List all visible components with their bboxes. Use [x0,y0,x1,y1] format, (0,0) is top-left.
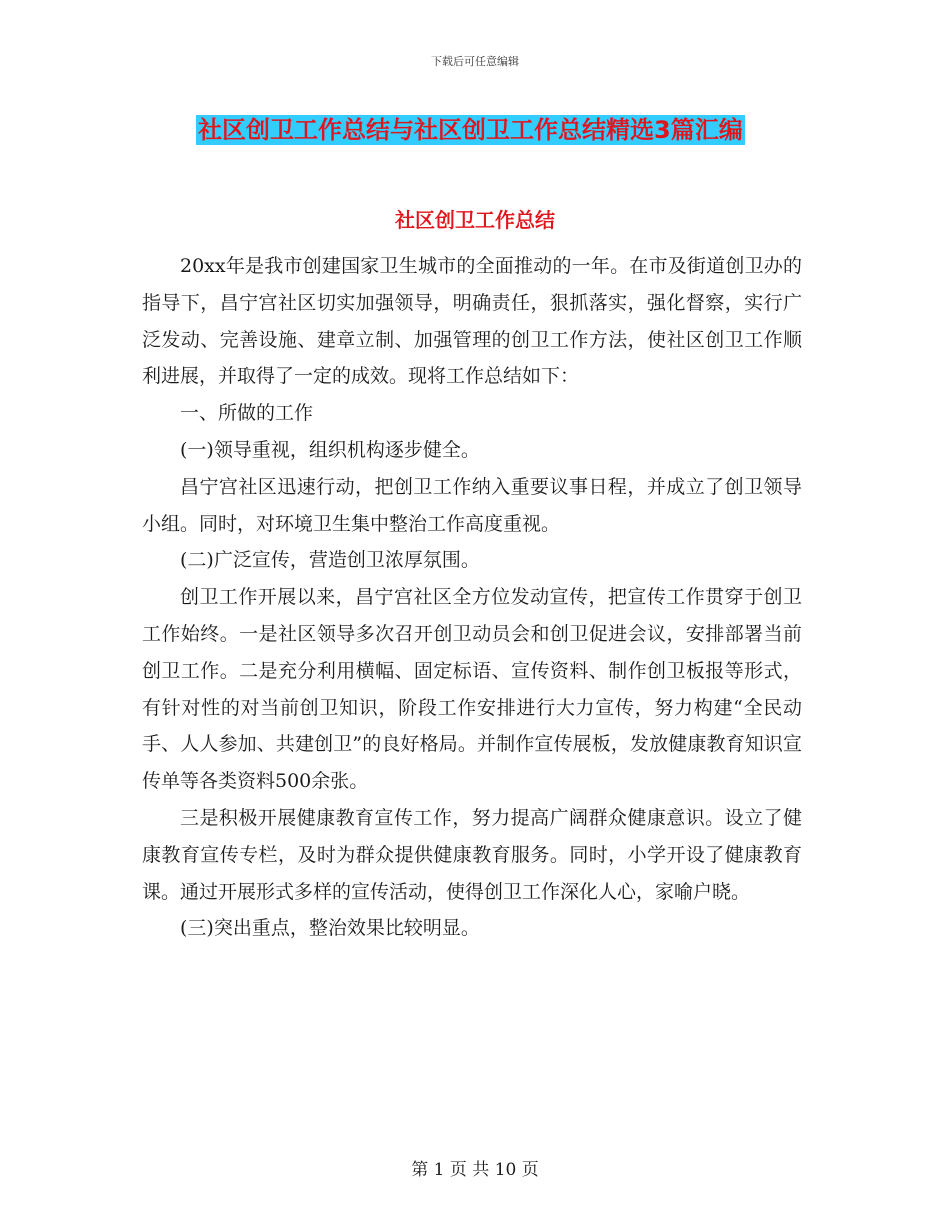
document-title: 社区创卫工作总结与社区创卫工作总结精选3篇汇编 [198,116,743,144]
heading-work-done: 一、所做的工作 [180,402,314,425]
subheading-publicity: (二)广泛宣传，营造创卫浓厚氛围。 [180,549,480,572]
document-body [142,248,802,947]
page-number-footer: 第 1 页 共 10 页 [411,1160,539,1180]
paragraph-leadership: 昌宁宫社区迅速行动，把创卫工作纳入重要议事日程，并成立了创卫领导小组。同时，对环境卫生集中整治工作高度重视。 [142,475,802,535]
section-title: 社区创卫工作总结 [395,208,555,232]
paragraph-intro: 20xx年是我市创建国家卫生城市的全面推动的一年。在市及街道创卫办的指导下，昌宁宫社区切实加强领导，明确责任，狠抓落实，强化督察，实行广泛发动、完善设施、建章立制、加强管理的创卫工作方法，使社区创卫工作顺利进展，并取得了一定的成效。现将工作总结如下： [142,255,802,388]
page-header-note: 下载后可任意编辑 [431,55,519,68]
subheading-leadership: (一)领导重视，组织机构逐步健全。 [180,438,480,461]
paragraph-health-education: 三是积极开展健康教育宣传工作，努力提高广阔群众健康意识。设立了健康教育宣传专栏，及时为群众提供健康教育服务。同时，小学开设了健康教育课。通过开展形式多样的宣传活动，使得创卫工作深化人心，家喻户晓。 [142,806,802,903]
paragraph-publicity: 创卫工作开展以来，昌宁宫社区全方位发动宣传，把宣传工作贯穿于创卫工作始终。一是社区领导多次召开创卫动员会和创卫促进会议，安排部署当前创卫工作。二是充分利用横幅、固定标语、宣传资料、制作创卫板报等形式，有针对性的对当前创卫知识，阶段工作安排进行大力宣传，努力构建“全民动手、人人参加、共建创卫”的良好格局。并制作宣传展板，发放健康教育知识宣传单等各类资料500余张。 [142,586,802,793]
subheading-key-points: (三)突出重点，整治效果比较明显。 [180,917,480,940]
